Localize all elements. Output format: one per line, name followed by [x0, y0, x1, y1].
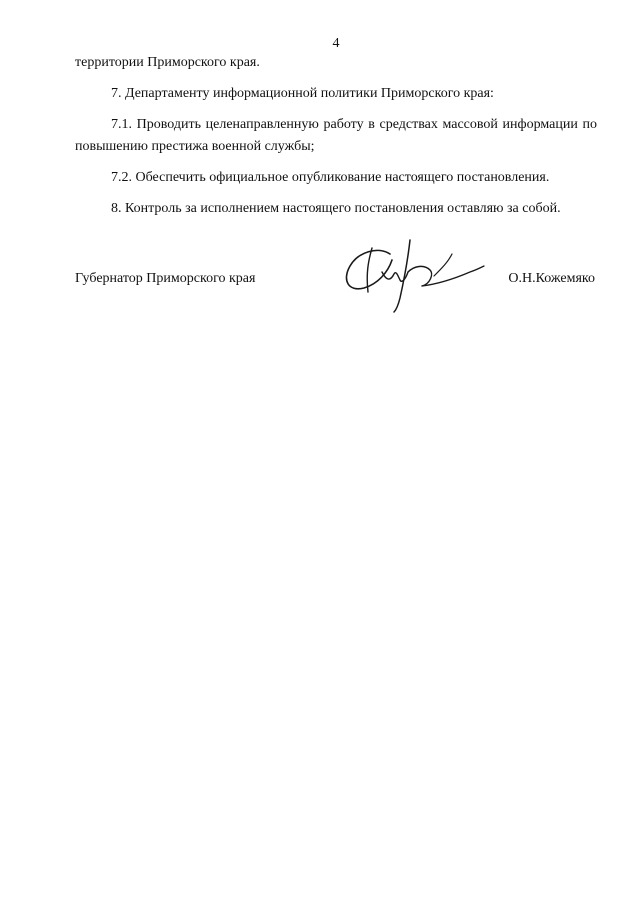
page-number: 4 [332, 36, 340, 51]
paragraph-item-8: 8. Контроль за исполнением настоящего постановления оставляю за собой. [111, 201, 561, 216]
paragraph-item-7: 7. Департаменту информационной политики Приморского края: [111, 86, 494, 101]
paragraph-item-7-2: 7.2. Обеспечить официальное опубликование настоящего постановления. [111, 170, 550, 185]
document-body [75, 52, 597, 229]
signatory-title: Губернатор Приморского края [75, 271, 256, 286]
signatory-name: О.Н.Кожемяко [508, 271, 595, 286]
paragraph-continuation: территории Приморского края. [75, 55, 260, 70]
handwritten-signature [338, 232, 488, 314]
paragraph-item-7-1: 7.1. Проводить целенаправленную работу в средствах массовой информации по повышению престижа военной службы; [75, 117, 597, 154]
